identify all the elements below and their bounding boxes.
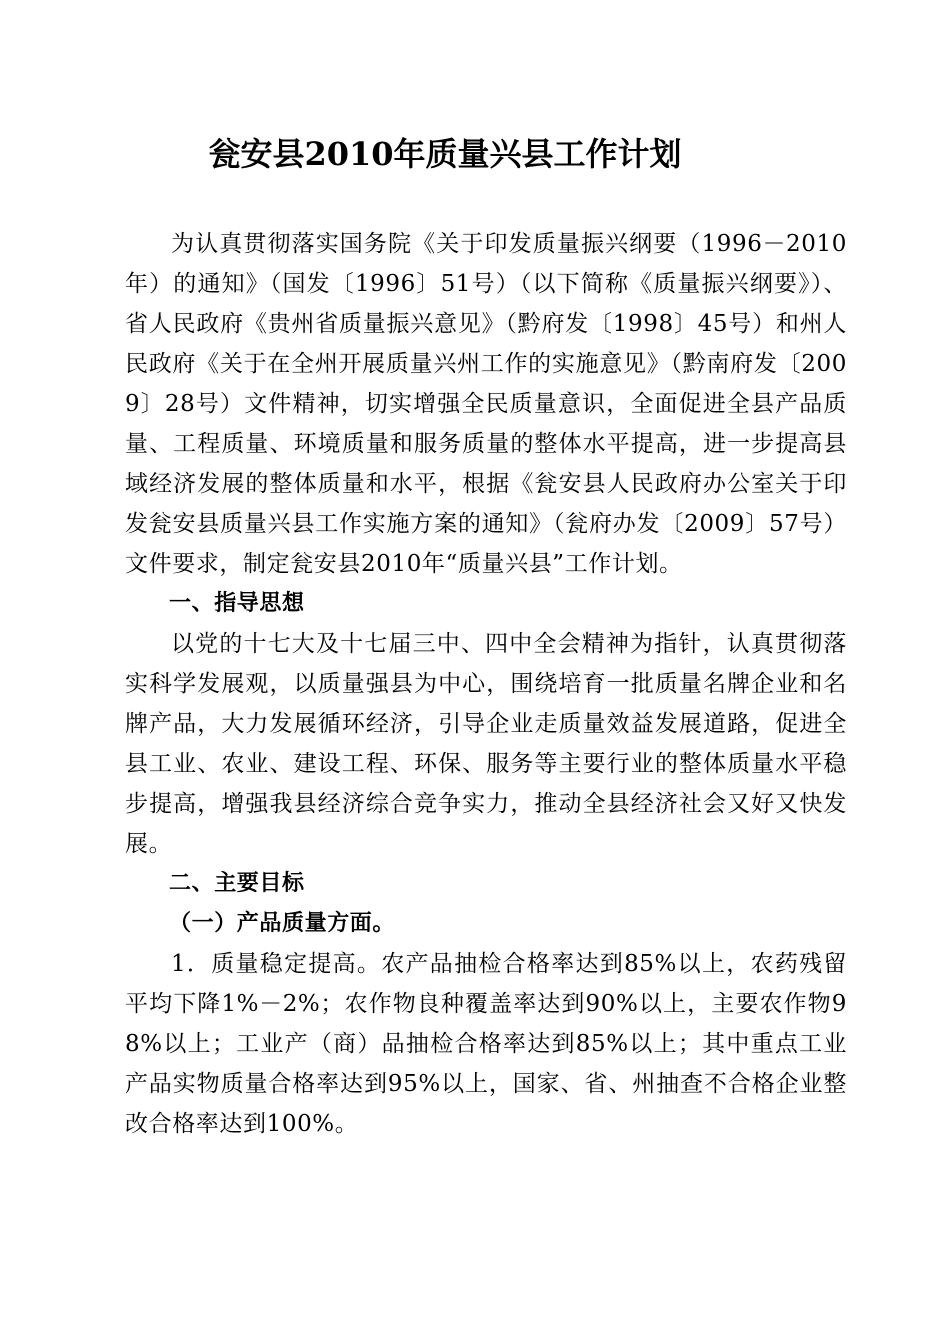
section-heading-main-goals: 二、主要目标 xyxy=(169,871,305,896)
document-body xyxy=(125,224,847,1144)
section-heading-guiding-ideology: 一、指导思想 xyxy=(169,591,305,616)
intro-paragraph: 为认真贯彻落实国务院《关于印发质量振兴纲要（1996－2010年）的通知》（国发〔1996〕51号）（以下简称《质量振兴纲要》）、省人民政府《贵州省质量振兴意见》（黔府发〔1998〕45号）和州人民政府《关于在全州开展质量兴州工作的实施意见》（黔南府发〔2009〕28号）文件精神，切实增强全民质量意识，全面促进全县产品质量、工程质量、环境质量和服务质量的整体水平提高，进一步提高县域经济发展的整体质量和水平，根据《瓮安县人民政府办公室关于印发瓮安县质量兴县工作实施方案的通知》（瓮府办发〔2009〕57号）文件要求，制定瓮安县2010年“质量兴县”工作计划。 xyxy=(125,231,847,577)
product-quality-item-1: 1．质量稳定提高。农产品抽检合格率达到85%以上，农药残留平均下降1%－2%；农作物良种覆盖率达到90%以上，主要农作物98%以上；工业产（商）品抽检合格率达到85%以上；其中重点工业产品实物质量合格率达到95%以上，国家、省、州抽查不合格企业整改合格率达到100%。 xyxy=(125,951,847,1137)
document-title: 瓮安县2010年质量兴县工作计划 xyxy=(208,135,682,173)
subsection-heading-product-quality: （一）产品质量方面。 xyxy=(169,911,396,936)
guiding-ideology-paragraph: 以党的十七大及十七届三中、四中全会精神为指针，认真贯彻落实科学发展观，以质量强县为中心，围绕培育一批质量名牌企业和名牌产品，大力发展循环经济，引导企业走质量效益发展道路，促进全县工业、农业、建设工程、环保、服务等主要行业的整体质量水平稳步提高，增强我县经济综合竞争实力，推动全县经济社会又好又快发展。 xyxy=(125,631,847,857)
